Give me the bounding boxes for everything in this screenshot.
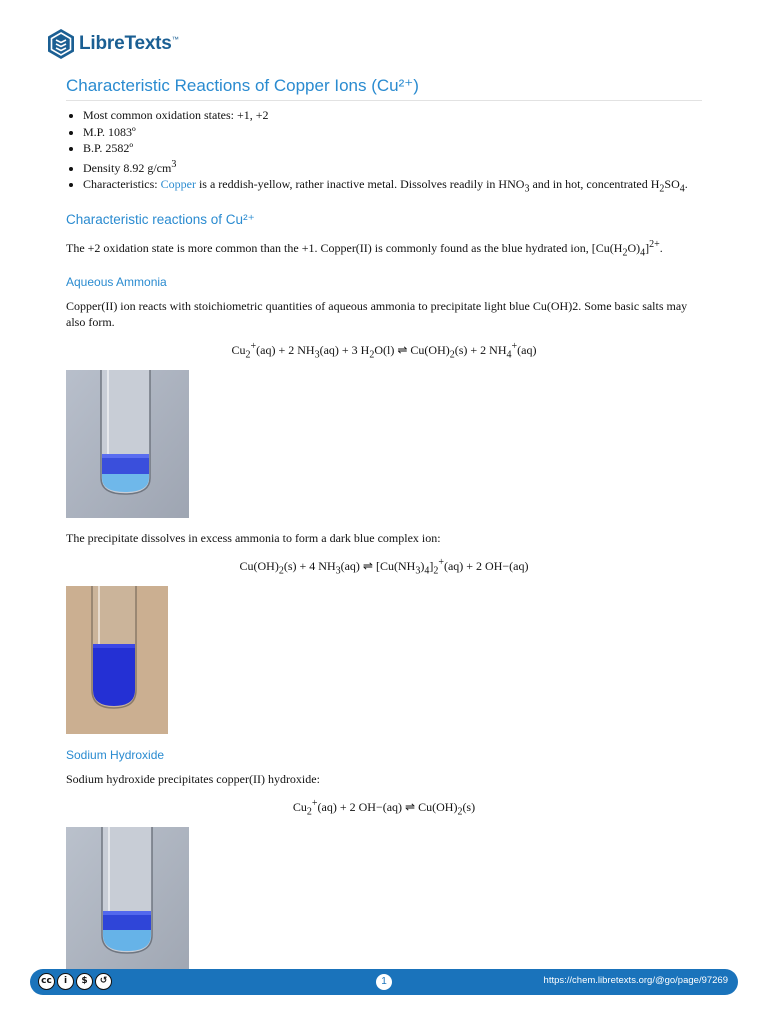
test-tube-image-precipitate <box>66 827 189 975</box>
nc-icon: $ <box>76 973 93 990</box>
ammonia-paragraph: Copper(II) ion reacts with stoichiometric quantities of aqueous ammonia to precipitate light blue Cu(OH)2. Some basic salts may also form. <box>66 298 688 330</box>
footer-bar <box>30 969 738 995</box>
list-item: • Characteristics: Copper is a reddish-yellow, rather inactive metal. Dissolves readily in $HNO_3$ and in hot, concentrated $H_2SO_4$. <box>83 176 702 198</box>
page-url-link[interactable]: https://chem.libretexts.org/@go/page/97269 <box>543 975 728 986</box>
libretexts-logo[interactable] <box>46 28 179 60</box>
list-item: • B.P. 2582º <box>83 140 702 157</box>
list-item: • Density 8.92 $g/cm^3$ <box>83 157 702 177</box>
copper-link[interactable]: Copper <box>160 177 196 191</box>
sodium-hydroxide-heading: Sodium Hydroxide <box>66 748 165 763</box>
list-item: • Most common oxidation states: +1, +2 <box>83 107 702 124</box>
test-tube-image-dark-blue <box>66 586 168 734</box>
ammonia-heading: Aqueous Ammonia <box>66 274 167 289</box>
list-item: • M.P. 1083º <box>83 124 702 141</box>
page-number: 1 <box>376 974 392 990</box>
libretexts-logo-icon <box>46 28 76 60</box>
excess-ammonia-paragraph: The precipitate dissolves in excess ammonia to form a dark blue complex ion: <box>66 531 441 546</box>
main-content <box>66 76 702 975</box>
logo-wordmark: LibreTexts™ <box>79 33 179 54</box>
sa-icon: ↺ <box>95 973 112 990</box>
creative-commons-badge[interactable] <box>38 973 112 990</box>
equation-3: $Cu_2^+(aq) + 2$ OH−(aq) ⇌ $Cu(OH)_2(s)$ <box>292 797 476 817</box>
intro-paragraph: The +2 oxidation state is more common than the +1. Copper(II) is commonly found as the blue hydrated ion, $[Cu(H_2O)_4]^{2+}$. <box>66 238 663 259</box>
by-icon: i <box>57 973 74 990</box>
section-heading: Characteristic reactions of Cu²⁺ <box>66 211 255 227</box>
cc-icon: cc <box>38 973 55 990</box>
properties-list <box>66 107 702 198</box>
test-tube-image-light-blue <box>66 370 189 518</box>
equation-2: $Cu(OH)_2(s) + 4$ $NH_3(aq)$ ⇌ $[Cu(NH_3)_4]_2^+(aq) + 2$ OH−(aq) <box>239 556 529 577</box>
sodium-hydroxide-paragraph: Sodium hydroxide precipitates copper(II) hydroxide: <box>66 772 320 787</box>
page-title: Characteristic Reactions of Copper Ions (Cu²⁺) <box>66 76 702 101</box>
equation-1: $Cu_2^+(aq) + 2$ $NH_3(aq) + 3$ $H_2O(l)$ ⇌ $Cu(OH)_2(s) + 2$ $NH_4^+(aq)$ <box>231 340 537 361</box>
